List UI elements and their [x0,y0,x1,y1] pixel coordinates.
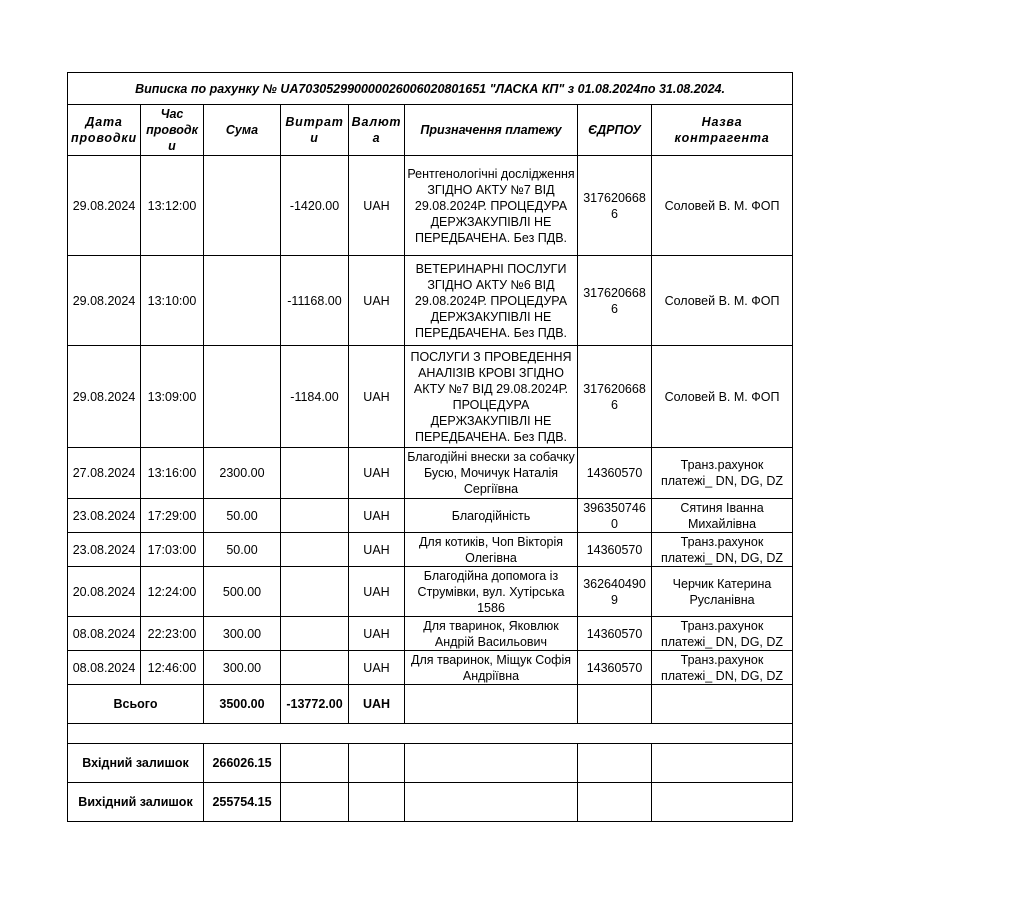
empty-cell [281,744,349,783]
cell-time: 13:12:00 [141,156,204,256]
header-purpose: Призначення платежу [405,105,578,156]
header-currency: Валюта [349,105,405,156]
header-row [68,105,793,156]
closing-balance-row [68,783,793,822]
cell-amount [204,256,281,346]
cell-edrpou: 3176206686 [578,156,652,256]
cell-expenses: -1184.00 [281,346,349,448]
empty-cell [578,744,652,783]
cell-time: 17:29:00 [141,499,204,533]
title-row [68,73,793,105]
cell-date: 23.08.2024 [68,533,141,567]
table-row [68,499,793,533]
cell-date: 29.08.2024 [68,346,141,448]
empty-cell [652,685,793,724]
cell-purpose: Для котиків, Чоп Вікторія Олегівна [405,533,578,567]
cell-time: 22:23:00 [141,617,204,651]
cell-currency: UAH [349,346,405,448]
spacer-cell [68,724,793,744]
opening-balance-row [68,744,793,783]
cell-counterparty: Соловей В. М. ФОП [652,346,793,448]
empty-cell [405,783,578,822]
opening-balance-label: Вхідний залишок [68,744,204,783]
cell-edrpou: 3963507460 [578,499,652,533]
cell-date: 08.08.2024 [68,651,141,685]
cell-counterparty: Соловей В. М. ФОП [652,156,793,256]
cell-date: 08.08.2024 [68,617,141,651]
cell-purpose: Благодійна допомога із Струмівки, вул. Хутірська 1586 [405,567,578,617]
header-time: Час проводки [141,105,204,156]
cell-purpose: ВЕТЕРИНАРНІ ПОСЛУГИ ЗГІДНО АКТУ №6 ВІД 29.08.2024Р. ПРОЦЕДУРА ДЕРЖЗАКУПІВЛІ НЕ ПЕРЕДБАЧЕНА. Без ПДВ. [405,256,578,346]
cell-edrpou: 14360570 [578,617,652,651]
cell-currency: UAH [349,533,405,567]
cell-expenses: -11168.00 [281,256,349,346]
empty-cell [652,783,793,822]
totals-amount: 3500.00 [204,685,281,724]
empty-cell [578,783,652,822]
cell-edrpou: 14360570 [578,533,652,567]
cell-currency: UAH [349,567,405,617]
cell-counterparty: Транз.рахунок платежі_ DN, DG, DZ [652,448,793,499]
cell-counterparty: Транз.рахунок платежі_ DN, DG, DZ [652,617,793,651]
closing-balance-label: Вихідний залишок [68,783,204,822]
empty-cell [405,744,578,783]
totals-currency: UAH [349,685,405,724]
cell-counterparty: Черчик Катерина Русланівна [652,567,793,617]
cell-time: 13:10:00 [141,256,204,346]
cell-expenses [281,567,349,617]
table-row [68,346,793,448]
totals-label: Всього [68,685,204,724]
cell-counterparty: Сятиня Іванна Михайлівна [652,499,793,533]
cell-purpose: Для тваринок, Міщук Софія Андріївна [405,651,578,685]
cell-currency: UAH [349,617,405,651]
cell-time: 17:03:00 [141,533,204,567]
empty-cell [349,744,405,783]
closing-balance-value: 255754.15 [204,783,281,822]
cell-purpose: ПОСЛУГИ З ПРОВЕДЕННЯ АНАЛІЗІВ КРОВІ ЗГІДНО АКТУ №7 ВІД 29.08.2024Р. ПРОЦЕДУРА ДЕРЖЗАКУПІВЛІ НЕ ПЕРЕДБАЧЕНА. Без ПДВ. [405,346,578,448]
cell-time: 13:09:00 [141,346,204,448]
cell-expenses [281,499,349,533]
cell-currency: UAH [349,651,405,685]
cell-purpose: Благодійність [405,499,578,533]
cell-currency: UAH [349,499,405,533]
cell-expenses [281,651,349,685]
table-row [68,156,793,256]
cell-purpose: Для тваринок, Яковлюк Андрій Васильович [405,617,578,651]
table-row [68,651,793,685]
cell-counterparty: Транз.рахунок платежі_ DN, DG, DZ [652,651,793,685]
table-row [68,448,793,499]
header-date: Дата проводки [68,105,141,156]
cell-currency: UAH [349,448,405,499]
cell-amount: 50.00 [204,533,281,567]
cell-edrpou: 3176206686 [578,256,652,346]
cell-amount: 300.00 [204,651,281,685]
header-amount: Сума [204,105,281,156]
opening-balance-value: 266026.15 [204,744,281,783]
statement-table [67,72,793,822]
cell-date: 29.08.2024 [68,256,141,346]
cell-expenses: -1420.00 [281,156,349,256]
spacer-row [68,724,793,744]
cell-edrpou: 14360570 [578,448,652,499]
header-expenses: Витрати [281,105,349,156]
table-row [68,617,793,651]
cell-currency: UAH [349,156,405,256]
cell-expenses [281,533,349,567]
cell-date: 29.08.2024 [68,156,141,256]
header-counterparty: Назва контрагента [652,105,793,156]
header-edrpou: ЄДРПОУ [578,105,652,156]
empty-cell [349,783,405,822]
cell-time: 12:24:00 [141,567,204,617]
totals-row [68,685,793,724]
cell-counterparty: Соловей В. М. ФОП [652,256,793,346]
cell-edrpou: 3626404909 [578,567,652,617]
table-row [68,256,793,346]
empty-cell [405,685,578,724]
cell-date: 20.08.2024 [68,567,141,617]
cell-amount [204,156,281,256]
cell-amount: 50.00 [204,499,281,533]
cell-amount [204,346,281,448]
cell-expenses [281,617,349,651]
cell-time: 13:16:00 [141,448,204,499]
cell-purpose: Благодійні внески за собачку Бусю, Мочичук Наталія Сергіївна [405,448,578,499]
cell-edrpou: 14360570 [578,651,652,685]
cell-date: 27.08.2024 [68,448,141,499]
cell-amount: 300.00 [204,617,281,651]
cell-purpose: Рентгенологічні дослідження ЗГІДНО АКТУ №7 ВІД 29.08.2024Р. ПРОЦЕДУРА ДЕРЖЗАКУПІВЛІ НЕ ПЕРЕДБАЧЕНА. Без ПДВ. [405,156,578,256]
cell-amount: 500.00 [204,567,281,617]
statement-title: Виписка по рахунку № UA703052990000026006020801651 "ЛАСКА КП" з 01.08.2024по 31.08.2024. [68,73,793,105]
cell-time: 12:46:00 [141,651,204,685]
table-row [68,567,793,617]
cell-expenses [281,448,349,499]
empty-cell [281,783,349,822]
empty-cell [652,744,793,783]
cell-edrpou: 3176206686 [578,346,652,448]
cell-date: 23.08.2024 [68,499,141,533]
totals-expenses: -13772.00 [281,685,349,724]
table-row [68,533,793,567]
cell-currency: UAH [349,256,405,346]
cell-amount: 2300.00 [204,448,281,499]
empty-cell [578,685,652,724]
cell-counterparty: Транз.рахунок платежі_ DN, DG, DZ [652,533,793,567]
